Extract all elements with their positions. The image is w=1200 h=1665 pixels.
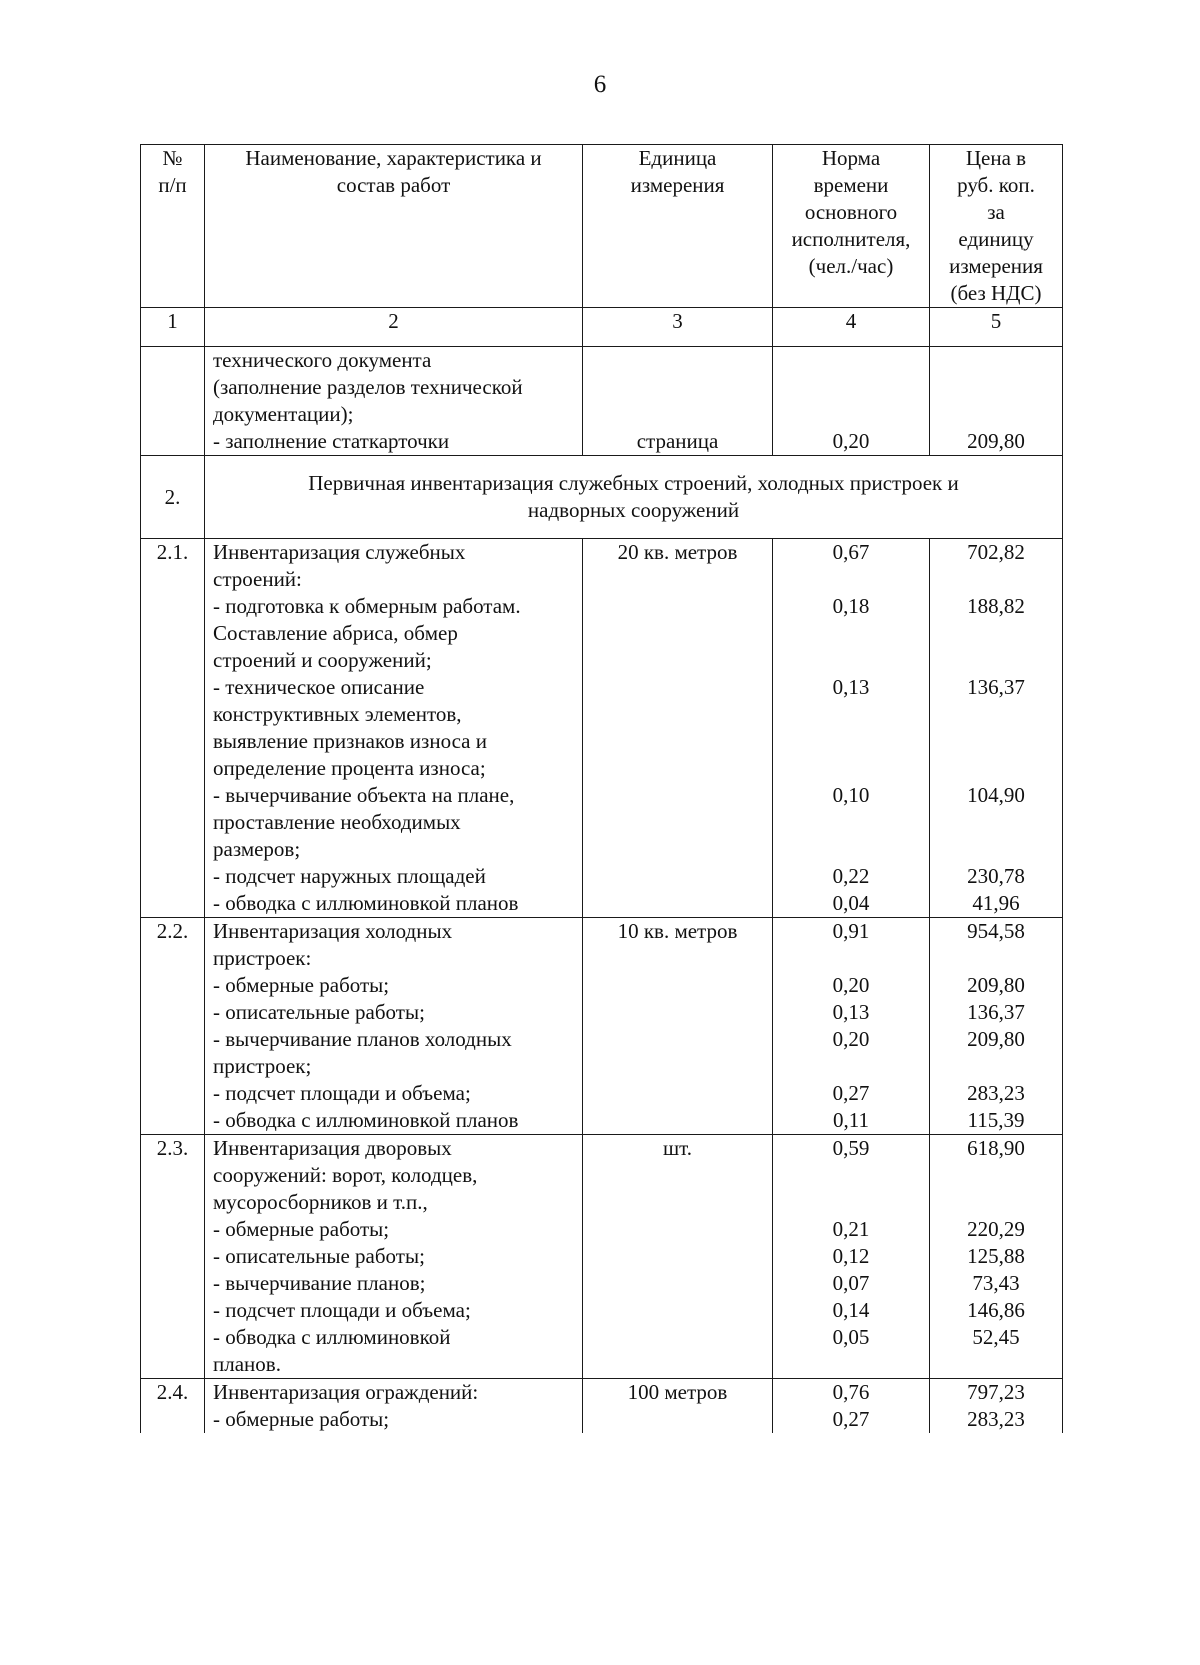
price-value: 104,90 — [967, 783, 1025, 807]
description-line: - обмерные работы; — [213, 1407, 390, 1431]
section-title: Первичная инвентаризация служебных строений, холодных пристроек и надворных сооружений — [205, 456, 1063, 539]
item-number: 2.2. — [141, 918, 205, 1135]
description-line: - описательные работы; — [213, 1000, 425, 1024]
norm-value: 0,18 — [832, 594, 870, 618]
norm-value: 0,27 — [832, 1081, 870, 1105]
page-number: 6 — [593, 71, 607, 98]
description-line: - техническое описание — [213, 675, 425, 699]
section-row — [141, 456, 1063, 539]
continuation-row — [141, 347, 1063, 456]
price-value: 954,58 — [967, 919, 1025, 943]
price-value: 209,80 — [967, 1027, 1025, 1051]
item-price — [930, 1379, 1063, 1434]
description-line: мусоросборников и т.п., — [213, 1190, 428, 1214]
table-row — [141, 1379, 1063, 1434]
column-number: 3 — [583, 308, 773, 347]
price-value: 146,86 — [967, 1298, 1025, 1322]
description-line: - обмерные работы; — [213, 973, 390, 997]
header-col-price: Цена в руб. коп. за единицу измерения (без НДС) — [930, 145, 1063, 308]
item-description — [205, 1379, 583, 1434]
price-value: 230,78 — [967, 864, 1025, 888]
norm-value: 0,20 — [832, 973, 870, 997]
norm-value: 0,05 — [832, 1325, 870, 1349]
description-line: - обводка с иллюминовкой планов — [213, 891, 519, 915]
price-value: 702,82 — [967, 540, 1025, 564]
column-number-row — [141, 308, 1063, 347]
norm-value: 0,10 — [832, 783, 870, 807]
description-line: проставление необходимых — [213, 810, 461, 834]
price-value: 52,45 — [972, 1325, 1020, 1349]
item-description — [205, 1135, 583, 1379]
item-price — [930, 1135, 1063, 1379]
description-line: пристроек: — [213, 946, 312, 970]
description-line: выявление признаков износа и — [213, 729, 487, 753]
column-number: 5 — [930, 308, 1063, 347]
description-line: - обводка с иллюминовкой планов — [213, 1108, 519, 1132]
item-number: 2.4. — [141, 1379, 205, 1434]
price-value: 136,37 — [967, 1000, 1025, 1024]
norm-value: 0,59 — [832, 1136, 870, 1160]
description-line: строений и сооружений; — [213, 648, 432, 672]
item-unit: 100 метров — [583, 1379, 773, 1434]
item-norm — [773, 918, 930, 1135]
description-line: планов. — [213, 1352, 281, 1376]
description-line: сооружений: ворот, колодцев, — [213, 1163, 478, 1187]
description-line: - подготовка к обмерным работам. — [213, 594, 521, 618]
norm-value: 0,14 — [832, 1298, 870, 1322]
price-value: 283,23 — [967, 1407, 1025, 1431]
description-line: размеров; — [213, 837, 301, 861]
item-price — [930, 918, 1063, 1135]
item-price — [930, 539, 1063, 918]
price-value: 283,23 — [967, 1081, 1025, 1105]
description-line: Инвентаризация служебных — [213, 540, 466, 564]
item-description — [205, 918, 583, 1135]
item-norm — [773, 1135, 930, 1379]
price-value: 209,80 — [967, 973, 1025, 997]
header-col-unit: Единица измерения — [583, 145, 773, 308]
description-line: - вычерчивание планов холодных — [213, 1027, 512, 1051]
description-line: строений: — [213, 567, 302, 591]
item-number: 2.3. — [141, 1135, 205, 1379]
norm-value: 0,22 — [832, 864, 870, 888]
price-value: 188,82 — [967, 594, 1025, 618]
continuation-price: 209,80 — [930, 347, 1063, 456]
item-norm — [773, 1379, 930, 1434]
norm-value: 0,76 — [832, 1380, 870, 1404]
column-number: 1 — [141, 308, 205, 347]
column-number: 4 — [773, 308, 930, 347]
table-row — [141, 1135, 1063, 1379]
item-unit: 20 кв. метров — [583, 539, 773, 918]
description-line: Составление абриса, обмер — [213, 621, 458, 645]
norm-value: 0,13 — [832, 675, 870, 699]
description-line: - подсчет площади и объема; — [213, 1298, 471, 1322]
table-row — [141, 918, 1063, 1135]
description-line: - обмерные работы; — [213, 1217, 390, 1241]
description-line: Инвентаризация ограждений: — [213, 1380, 479, 1404]
description-line: - подсчет площади и объема; — [213, 1081, 471, 1105]
price-value: 797,23 — [967, 1380, 1025, 1404]
description-line: Инвентаризация холодных — [213, 919, 453, 943]
description-line: - обводка с иллюминовкой — [213, 1325, 451, 1349]
description-line: конструктивных элементов, — [213, 702, 462, 726]
continuation-norm: 0,20 — [773, 347, 930, 456]
description-line: - вычерчивание планов; — [213, 1271, 426, 1295]
price-value: 73,43 — [972, 1271, 1020, 1295]
norm-value: 0,67 — [832, 540, 870, 564]
continuation-unit: страница — [583, 347, 773, 456]
item-number: 2.1. — [141, 539, 205, 918]
item-number-empty — [141, 347, 205, 456]
norm-value: 0,13 — [832, 1000, 870, 1024]
norm-value: 0,07 — [832, 1271, 870, 1295]
header-col-name: Наименование, характеристика и состав работ — [205, 145, 583, 308]
norm-value: 0,04 — [832, 891, 870, 915]
norm-value: 0,11 — [833, 1108, 869, 1132]
table-header-row — [141, 145, 1063, 308]
description-line: - описательные работы; — [213, 1244, 425, 1268]
norm-value: 0,12 — [832, 1244, 870, 1268]
price-value: 115,39 — [967, 1108, 1025, 1132]
description-line: - подсчет наружных площадей — [213, 864, 486, 888]
description-line: - вычерчивание объекта на плане, — [213, 783, 515, 807]
price-value: 618,90 — [967, 1136, 1025, 1160]
column-number: 2 — [205, 308, 583, 347]
item-unit: шт. — [583, 1135, 773, 1379]
price-value: 125,88 — [967, 1244, 1025, 1268]
continuation-text: технического документа (заполнение разделов технической документации); - заполнение статкарточки — [205, 347, 583, 456]
rates-table — [140, 144, 1063, 1433]
price-value: 41,96 — [972, 891, 1020, 915]
table-row — [141, 539, 1063, 918]
item-unit: 10 кв. метров — [583, 918, 773, 1135]
description-line: пристроек; — [213, 1054, 312, 1078]
price-value: 136,37 — [967, 675, 1025, 699]
header-col-norm: Норма времени основного исполнителя, (чел./час) — [773, 145, 930, 308]
header-col-number: № п/п — [141, 145, 205, 308]
item-norm — [773, 539, 930, 918]
description-line: определение процента износа; — [213, 756, 486, 780]
section-number: 2. — [141, 456, 205, 539]
description-line: Инвентаризация дворовых — [213, 1136, 452, 1160]
item-description — [205, 539, 583, 918]
norm-value: 0,20 — [832, 1027, 870, 1051]
norm-value: 0,91 — [832, 919, 870, 943]
norm-value: 0,27 — [832, 1407, 870, 1431]
norm-value: 0,21 — [832, 1217, 870, 1241]
price-value: 220,29 — [967, 1217, 1025, 1241]
